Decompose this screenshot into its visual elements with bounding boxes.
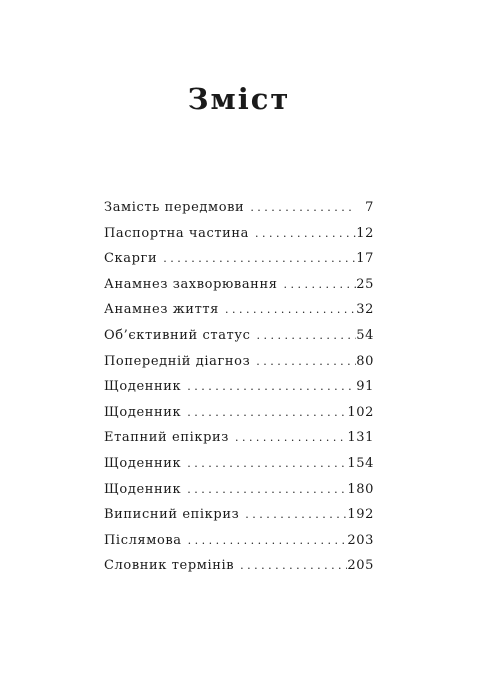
page-title: Зміст bbox=[187, 82, 291, 116]
toc-dot-leader bbox=[250, 328, 356, 343]
toc-entry-label: Щоденник bbox=[104, 481, 182, 497]
toc-entry-label: Паспортна частина bbox=[104, 225, 250, 241]
toc-entry-page-number: 91 bbox=[356, 379, 374, 395]
toc-dot-leader bbox=[234, 558, 347, 573]
toc-entry-page-number: 12 bbox=[356, 225, 374, 241]
toc-entry-label: Анамнез захворювання bbox=[104, 276, 278, 292]
toc-entry-label: Щоденник bbox=[104, 455, 182, 471]
toc-entry-page-number: 205 bbox=[347, 558, 374, 574]
toc-entry-page-number: 131 bbox=[347, 430, 374, 446]
toc-dot-leader bbox=[181, 405, 347, 420]
toc-entry-label: Замість передмови bbox=[104, 200, 245, 215]
toc-entry[interactable] bbox=[104, 558, 374, 584]
toc-dot-leader bbox=[157, 251, 356, 266]
toc-entry-page-number: 203 bbox=[347, 532, 374, 548]
toc-entry[interactable] bbox=[104, 482, 374, 508]
toc-dot-leader bbox=[244, 200, 356, 215]
toc-entry-label: Щоденник bbox=[104, 379, 182, 395]
toc-entry-label: Об’єктивний статус bbox=[104, 327, 251, 343]
toc-entry-label: Скарги bbox=[104, 251, 158, 267]
toc-entry[interactable] bbox=[104, 200, 374, 226]
toc-entry-page-number: 102 bbox=[347, 404, 374, 420]
toc-entry[interactable] bbox=[104, 354, 374, 380]
toc-entry-page-number: 7 bbox=[365, 200, 374, 215]
toc-entry-label: Етапний епікриз bbox=[104, 430, 229, 446]
toc-entry-page-number: 80 bbox=[356, 353, 374, 369]
toc-entry-label: Анамнез життя bbox=[104, 302, 219, 318]
toc-dot-leader bbox=[181, 379, 356, 394]
toc-dot-leader bbox=[181, 482, 347, 497]
toc-entry-page-number: 192 bbox=[347, 507, 374, 523]
toc-entry[interactable] bbox=[104, 430, 374, 456]
toc-entry[interactable] bbox=[104, 328, 374, 354]
toc-entry[interactable] bbox=[104, 277, 374, 303]
toc-entry-page-number: 54 bbox=[356, 327, 374, 343]
toc-entry[interactable] bbox=[104, 379, 374, 405]
toc-entry-label: Попередній діагноз bbox=[104, 353, 251, 369]
table-of-contents bbox=[104, 200, 374, 584]
toc-entry-page-number: 154 bbox=[347, 455, 374, 471]
toc-dot-leader bbox=[239, 507, 347, 522]
toc-dot-leader bbox=[182, 533, 348, 548]
toc-dot-leader bbox=[250, 354, 356, 369]
toc-entry[interactable] bbox=[104, 251, 374, 277]
toc-entry-page-number: 32 bbox=[356, 302, 374, 318]
toc-entry[interactable] bbox=[104, 226, 374, 252]
toc-entry[interactable] bbox=[104, 405, 374, 431]
toc-dot-leader bbox=[249, 226, 356, 241]
toc-entry-page-number: 180 bbox=[347, 481, 374, 497]
toc-entry-label: Словник термінів bbox=[104, 558, 235, 574]
toc-dot-leader bbox=[229, 430, 347, 445]
toc-entry[interactable] bbox=[104, 456, 374, 482]
toc-entry[interactable] bbox=[104, 533, 374, 559]
toc-entry-label: Післямова bbox=[104, 532, 182, 548]
toc-entry-page-number: 17 bbox=[356, 251, 374, 267]
toc-entry[interactable] bbox=[104, 302, 374, 328]
toc-entry-page-number: 25 bbox=[356, 276, 374, 292]
toc-entry-label: Виписний епікриз bbox=[104, 507, 240, 523]
toc-dot-leader bbox=[278, 277, 356, 292]
toc-dot-leader bbox=[219, 302, 356, 317]
toc-entry[interactable] bbox=[104, 507, 374, 533]
toc-dot-leader bbox=[181, 456, 347, 471]
toc-entry-label: Щоденник bbox=[104, 404, 182, 420]
